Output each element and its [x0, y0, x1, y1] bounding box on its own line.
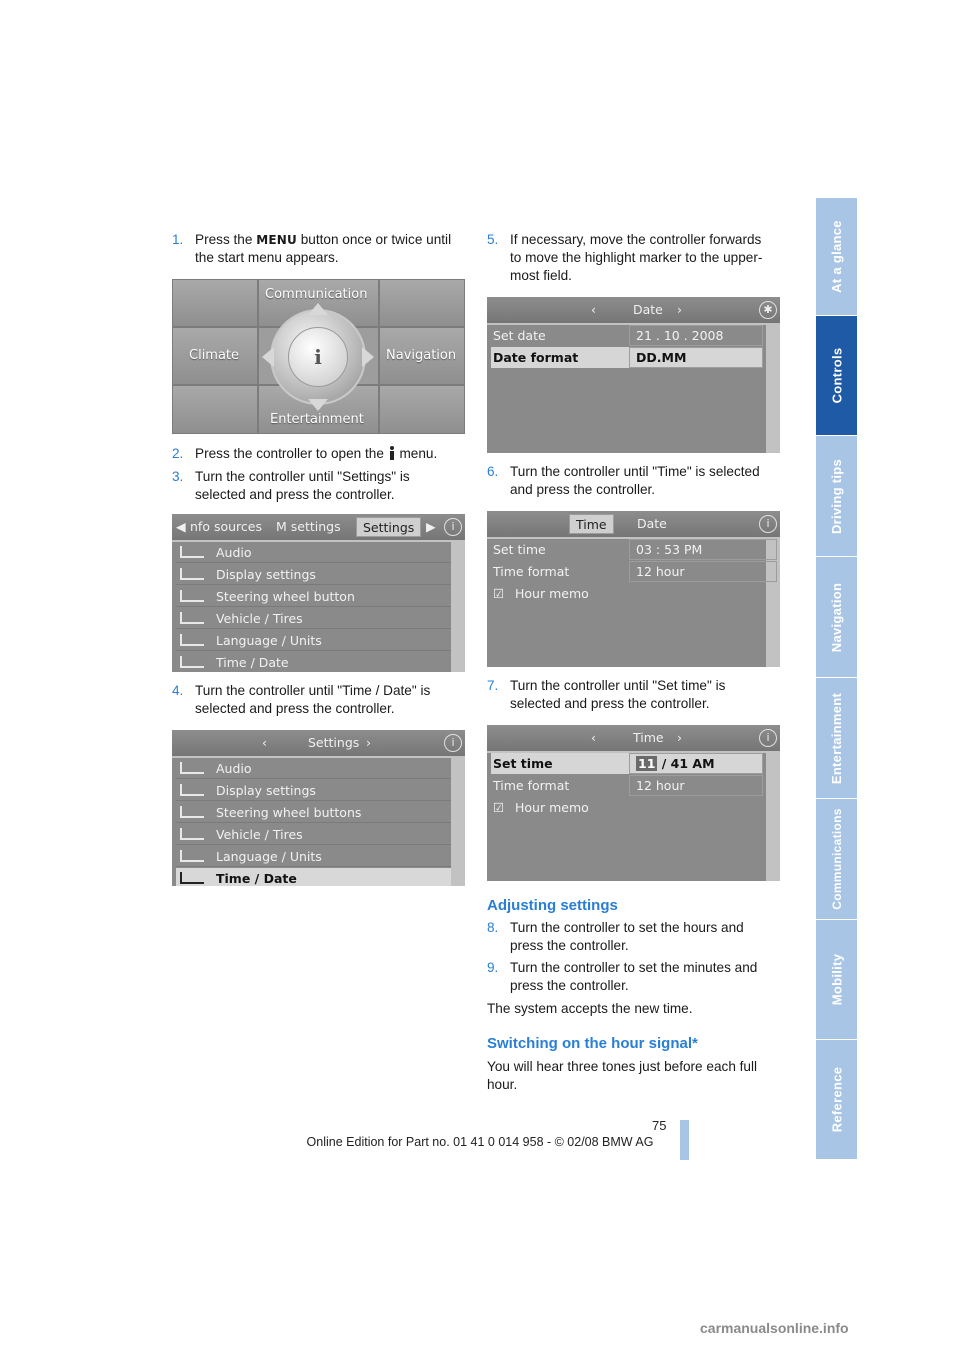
- time-list: [487, 539, 766, 667]
- time-screen: [487, 511, 780, 667]
- label-climate: Climate: [189, 348, 240, 363]
- list-item[interactable]: Language / Units: [176, 846, 451, 867]
- tab-communications[interactable]: Communications: [816, 799, 857, 920]
- time-list: [487, 753, 766, 881]
- step-3: 3. Turn the controller until "Settings" is selected and press the controller.: [172, 469, 410, 502]
- vehicle-icon: [180, 828, 204, 840]
- step-4: 4. Turn the controller until "Time / Date" is selected and press the controller.: [172, 683, 431, 716]
- step-8: 8. Turn the controller to set the hours and press the controller.: [487, 920, 744, 953]
- info-icon: i: [288, 327, 348, 387]
- time-format-row[interactable]: Time format: [493, 778, 570, 793]
- screen-title: Date: [633, 302, 663, 317]
- list-item[interactable]: Vehicle / Tires: [176, 824, 451, 845]
- chevron-left-icon: ◀: [176, 519, 186, 534]
- menu-corner: [172, 385, 258, 434]
- tab-at-a-glance[interactable]: At a glance: [816, 198, 857, 316]
- tab-info-sources[interactable]: nfo sources: [190, 519, 262, 534]
- settings-icon[interactable]: ✱: [759, 301, 777, 319]
- time-format-value[interactable]: 12 hour: [629, 775, 763, 796]
- date-list: [487, 325, 766, 453]
- arrow-down-icon: [308, 399, 328, 411]
- arrow-up-icon: [308, 303, 328, 315]
- steering-wheel-icon: [180, 806, 204, 818]
- tab-time[interactable]: Time: [569, 514, 614, 534]
- set-time-screen: [487, 725, 780, 881]
- accepts-text: The system accepts the new time.: [487, 1001, 693, 1016]
- set-time-row[interactable]: Set time: [493, 542, 546, 557]
- step-7: 7. Turn the controller until "Set time" is selected and press the controller.: [487, 678, 726, 711]
- date-format-value[interactable]: DD.MM: [629, 347, 763, 368]
- help-icon[interactable]: i: [759, 515, 777, 533]
- tab-m-settings[interactable]: M settings: [276, 519, 341, 534]
- tab-driving-tips[interactable]: Driving tips: [816, 436, 857, 557]
- screen-title: Time: [633, 730, 664, 745]
- time-format-row[interactable]: Time format: [493, 564, 570, 579]
- footer-text: Online Edition for Part no. 01 41 0 014 958 - © 02/08 BMW AG: [306, 1135, 654, 1149]
- list-item[interactable]: Steering wheel buttons: [176, 802, 451, 823]
- list-item-selected[interactable]: Time / Date: [176, 868, 451, 886]
- tab-settings[interactable]: Settings: [356, 517, 421, 537]
- hour-field[interactable]: 11: [638, 756, 656, 771]
- label-navigation: Navigation: [386, 348, 457, 363]
- page-number: 75: [652, 1118, 667, 1133]
- menu-corner: [379, 385, 465, 434]
- arrow-right-icon: [362, 347, 374, 367]
- checkbox-icon[interactable]: ☑: [493, 586, 505, 601]
- tab-navigation[interactable]: Navigation: [816, 557, 857, 678]
- display-icon: [180, 568, 204, 580]
- arrow-left-icon: [262, 347, 274, 367]
- checkbox-icon[interactable]: ☑: [493, 800, 505, 815]
- chevron-right-icon: ›: [366, 735, 371, 750]
- hour-signal-text-2: hour.: [487, 1077, 518, 1092]
- language-icon: [180, 634, 204, 646]
- screen-topbar: [487, 725, 780, 751]
- list-item[interactable]: Audio: [176, 758, 451, 779]
- step-1: 1. Press the MENU button once or twice until the start menu appears.: [172, 232, 452, 265]
- tab-controls[interactable]: Controls: [816, 316, 857, 436]
- date-format-row[interactable]: Date format: [491, 347, 629, 368]
- screen-topbar: [172, 730, 465, 756]
- menu-button-glyph: MENU: [256, 233, 297, 247]
- audio-icon: [180, 546, 204, 558]
- info-icon: [388, 446, 396, 460]
- chevron-left-icon: ‹: [591, 302, 596, 317]
- vehicle-icon: [180, 612, 204, 624]
- step-2: 2. Press the controller to open the menu.: [172, 446, 438, 461]
- tab-mobility[interactable]: Mobility: [816, 920, 857, 1040]
- help-icon[interactable]: i: [444, 734, 462, 752]
- step-5: 5. If necessary, move the controller forwards to move the highlight marker to the upper- most field.: [487, 232, 763, 283]
- section-heading-adjusting: Adjusting settings: [487, 897, 618, 914]
- list-item[interactable]: Time / Date: [176, 652, 451, 672]
- set-date-value[interactable]: 21 . 10 . 2008: [629, 325, 763, 346]
- clock-icon: [180, 872, 204, 884]
- screen-topbar: [487, 297, 780, 323]
- list-item[interactable]: Steering wheel button: [176, 586, 451, 607]
- chevron-right-icon: ›: [677, 302, 682, 317]
- set-time-value[interactable]: 11 / 41 AM: [629, 753, 763, 774]
- list-item[interactable]: Display settings: [176, 780, 451, 801]
- info-menu-screen: [172, 514, 465, 672]
- screen-title: Settings: [308, 735, 360, 750]
- step-9: 9. Turn the controller to set the minutes and press the controller.: [487, 960, 758, 993]
- tab-date[interactable]: Date: [637, 516, 667, 531]
- steering-wheel-icon: [180, 590, 204, 602]
- set-time-row[interactable]: Set time: [491, 753, 629, 774]
- hour-memo-row[interactable]: ☑ Hour memo: [493, 586, 589, 601]
- time-format-value[interactable]: 12 hour: [629, 561, 777, 582]
- clock-icon: [180, 656, 204, 668]
- screen-topbar: [487, 511, 780, 537]
- set-time-value[interactable]: 03 : 53 PM: [629, 539, 777, 560]
- hour-memo-row[interactable]: ☑ Hour memo: [493, 800, 589, 815]
- settings-screen: [172, 730, 465, 886]
- label-entertainment: Entertainment: [270, 412, 364, 427]
- language-icon: [180, 850, 204, 862]
- menu-corner: [379, 279, 465, 327]
- hour-signal-text: You will hear three tones just before each full: [487, 1059, 758, 1074]
- set-date-row[interactable]: Set date: [493, 328, 546, 343]
- chevron-left-icon: ‹: [591, 730, 596, 745]
- menu-corner: [172, 279, 258, 327]
- list-item[interactable]: Vehicle / Tires: [176, 608, 451, 629]
- list-item[interactable]: Audio: [176, 542, 451, 563]
- chevron-right-icon: ›: [677, 730, 682, 745]
- display-icon: [180, 784, 204, 796]
- date-screen: [487, 297, 780, 453]
- help-icon[interactable]: i: [444, 518, 462, 536]
- settings-list: [172, 542, 451, 672]
- tab-reference[interactable]: Reference: [816, 1040, 857, 1160]
- audio-icon: [180, 762, 204, 774]
- section-heading-hour-signal: Switching on the hour signal*: [487, 1035, 698, 1052]
- screen-topbar: [172, 514, 465, 540]
- step-6: 6. Turn the controller until "Time" is selected and press the controller.: [487, 464, 760, 497]
- label-communication: Communication: [265, 287, 368, 302]
- list-item[interactable]: Display settings: [176, 564, 451, 585]
- list-item[interactable]: Language / Units: [176, 630, 451, 651]
- chapter-tabs: [816, 198, 857, 1160]
- chevron-right-icon: ▶: [426, 519, 436, 534]
- tab-entertainment[interactable]: Entertainment: [816, 678, 857, 799]
- start-menu-screen: [172, 279, 465, 434]
- watermark: carmanualsonline.info: [700, 1320, 849, 1336]
- help-icon[interactable]: i: [759, 729, 777, 747]
- chevron-left-icon: ‹: [262, 735, 267, 750]
- settings-list: [172, 758, 451, 886]
